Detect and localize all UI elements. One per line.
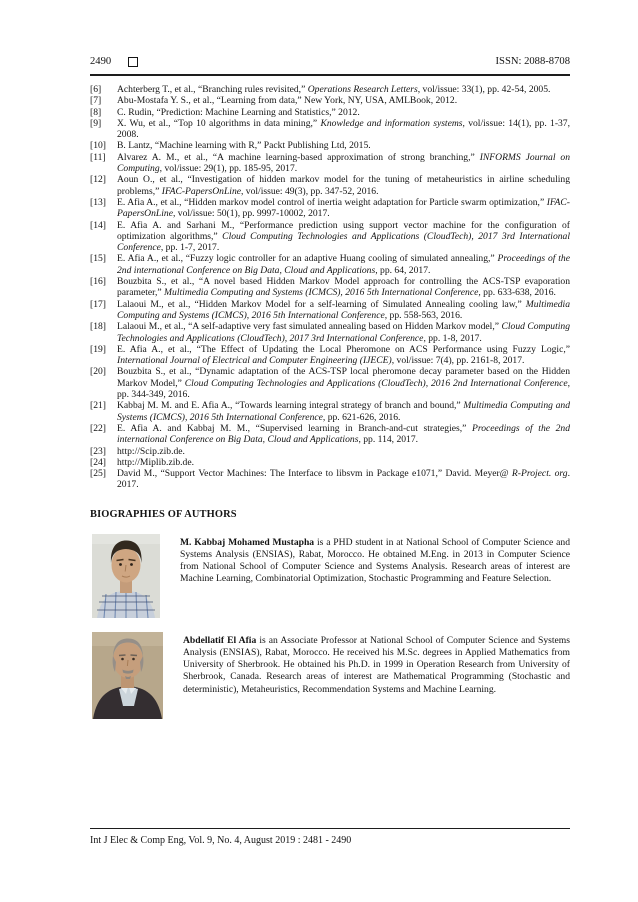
reference-text (117, 118, 570, 140)
page-footer (90, 828, 570, 846)
reference-number: [14] (90, 219, 106, 231)
reference-venue: IFAC-PapersOnLine (117, 196, 570, 220)
reference-number: [21] (90, 400, 106, 412)
reference-segment: E. Afia A., et al., “Hidden markov model control of inertia weight adaptation for Particle swarm optimization,” (117, 196, 547, 208)
reference-segment: Abu-Mostafa Y. S., et al., “Learning from data,” New York, NY, USA, AMLBook, 2012. (117, 95, 458, 107)
reference-number: [6] (90, 84, 102, 95)
author-bio-row-2 (90, 632, 570, 719)
reference-venue: Knowledge and information systems (320, 117, 463, 129)
reference-number: [11] (90, 151, 106, 163)
reference-text (117, 197, 570, 219)
reference-venue: Cloud Computing Technologies and Applications (CloudTech), 2017 3rd International Conference (117, 230, 570, 254)
reference-item (90, 152, 570, 175)
reference-segment: Lalaoui M., et al., “A self-adaptive very fast simulated annealing based on Hidden Markov model,” (117, 321, 502, 333)
reference-number: [25] (90, 468, 106, 480)
reference-item (90, 220, 570, 254)
reference-item (90, 468, 570, 491)
reference-url[interactable]: http://Miplib.zib.de. (117, 456, 195, 468)
page-header (90, 56, 570, 76)
reference-text (117, 344, 570, 366)
author-bio-text-2 (183, 635, 570, 719)
reference-segment: Bouzbita S., et al., “A novel based Hidden Markov Model approach for controlling the ACS-TSP evaporation parameter,” (117, 276, 570, 299)
reference-number: [19] (90, 343, 106, 355)
reference-segment: E. Afia A., et al., “The Effect of Updating the Local Pheromone on ACS Performance using Fuzzy Logic,” (117, 343, 570, 355)
reference-number: [22] (90, 422, 106, 434)
reference-text (117, 321, 570, 343)
author-bio-row-1 (90, 534, 570, 618)
reference-segment: , pp. 1-8, 2017. (423, 332, 482, 344)
reference-item (90, 253, 570, 276)
issn-label: ISSN: 2088-8708 (495, 56, 570, 67)
reference-venue: Operations Research Letters (307, 84, 418, 95)
author-bio-text-1 (180, 537, 570, 618)
reference-text (117, 95, 457, 106)
reference-segment: E. Afia A. and Kabbaj M. M., “Supervised learning in Branch-and-cut strategies,” (117, 422, 472, 434)
reference-text (117, 220, 570, 254)
reference-text (117, 152, 570, 174)
reference-number: [24] (90, 456, 106, 468)
reference-text (117, 446, 185, 457)
portrait-older-man-icon (92, 632, 163, 719)
reference-text (117, 457, 194, 468)
reference-venue: INFORMS Journal on Computing (117, 151, 570, 175)
author-name-1: M. Kabbaj Mohamed Mustapha (180, 536, 315, 548)
reference-number: [15] (90, 253, 106, 265)
checkbox-icon (128, 57, 138, 67)
reference-number: [13] (90, 196, 106, 208)
reference-item (90, 140, 570, 151)
reference-item (90, 366, 570, 400)
reference-item (90, 95, 570, 106)
page-number: 2490 (90, 56, 112, 67)
author-bio-body-1: is a PHD student in at National School of Computer Science and Systems Analysis (ENSIAS), Rabat, Morocco. He obtained M.Eng. in 2013 in Computer Science from National School of Computer Science and Systems Analysis. Research areas of interest are Machine Learning, Combinatorial Optimization, Stochastic Programming and Feature Selection. (180, 536, 570, 585)
reference-text (117, 140, 371, 151)
reference-number: [7] (90, 95, 102, 107)
reference-segment: E. Afia A. and Sarhani M., “Performance prediction using support vector machine for the configuration of optimization algorithms,” (117, 219, 570, 242)
reference-segment: David M., “Support Vector Machines: The Interface to libsvm in Package e1071,” David. Meyer@ (117, 468, 512, 480)
reference-segment: Lalaoui M., et al., “Hidden Markov Model for a self-learning of Simulated Annealing cooling law,” (117, 298, 526, 310)
reference-item (90, 321, 570, 344)
reference-text (117, 423, 570, 445)
reference-segment: Bouzbita S., et al., “Dynamic adaptation of the ACS-TSP local pheromone decay parameter based on the Hidden Markov Model,” (117, 366, 570, 389)
reference-segment: , pp. 1-7, 2017. (160, 242, 220, 254)
reference-number: [18] (90, 321, 106, 333)
biographies-heading: BIOGRAPHIES OF AUTHORS (90, 508, 237, 520)
reference-venue: IFAC-PapersOnLine (161, 185, 241, 197)
reference-item (90, 107, 570, 118)
reference-venue: Multimedia Computing and Systems (ICMCS), 2016 5th International Conference (164, 287, 479, 299)
reference-venue: Proceedings of the 2nd international Conference on Big Data, Cloud and Applications (117, 253, 570, 276)
reference-segment: C. Rudin, “Prediction: Machine Learning and Statistics,” 2012. (117, 106, 360, 118)
reference-segment: , vol/issue: 7(4), pp. 2161-8, 2017. (391, 355, 525, 367)
reference-text (117, 400, 570, 422)
reference-segment: , vol/issue: 29(1), pp. 185-95, 2017. (159, 163, 298, 175)
reference-segment: , pp. 558-563, 2016. (384, 309, 463, 321)
header-left (90, 56, 138, 67)
reference-text (117, 253, 570, 275)
reference-item (90, 84, 570, 95)
reference-segment: Alvarez A. M., et al., “A machine learning-based approximation of strong branching,” (117, 151, 480, 163)
reference-item (90, 446, 570, 457)
reference-venue: Multimedia Computing and Systems (ICMCS), 2016 5th International Conference (117, 298, 570, 321)
reference-item (90, 299, 570, 322)
references-list (90, 84, 570, 491)
reference-text (117, 299, 570, 321)
reference-segment: , pp. 344-349, 2016. (117, 377, 570, 401)
reference-venue: Proceedings of the 2nd international Conference on Big Data, Cloud and Applications (117, 422, 570, 446)
reference-number: [12] (90, 174, 106, 186)
reference-item (90, 423, 570, 446)
reference-item (90, 174, 570, 197)
reference-text (117, 107, 360, 118)
footer-citation: Int J Elec & Comp Eng, Vol. 9, No. 4, August 2019 : 2481 - 2490 (90, 835, 352, 846)
reference-segment: Achterberg T., et al., “Branching rules revisited,” (117, 84, 308, 95)
reference-venue: Cloud Computing Technologies and Applications (CloudTech), 2016 2nd International Conference (184, 377, 568, 389)
reference-venue: Multimedia Computing and Systems (ICMCS), 2016 5th International Conference (117, 400, 570, 423)
reference-venue: International Journal of Electrical and Computer Engineering (IJECE) (117, 355, 392, 367)
author-photo-1 (92, 534, 160, 618)
reference-segment: B. Lantz, “Machine learning with R,” Packt Publishing Ltd, 2015. (117, 140, 371, 152)
reference-segment: , vol/issue: 33(1), pp. 42-54, 2005. (417, 84, 551, 95)
reference-item (90, 197, 570, 220)
reference-number: [16] (90, 276, 106, 288)
reference-segment: . 2017. (117, 468, 570, 491)
reference-text (117, 84, 550, 95)
reference-item (90, 400, 570, 423)
portrait-young-man-icon (92, 534, 160, 618)
reference-text (117, 276, 570, 298)
reference-text (117, 174, 570, 196)
reference-url[interactable]: http://Scip.zib.de. (117, 445, 185, 457)
reference-number: [10] (90, 140, 106, 152)
reference-item (90, 344, 570, 367)
author-photo-2 (92, 632, 163, 719)
reference-segment: E. Afia A., et al., “Fuzzy logic controller for an adaptive Huang cooling of simulated annealing,” (117, 253, 498, 265)
reference-number: [9] (90, 117, 102, 129)
reference-item (90, 457, 570, 468)
reference-segment: , pp. 114, 2017. (358, 434, 419, 446)
author-name-2: Abdellatif El Afia (183, 634, 257, 646)
reference-number: [17] (90, 298, 106, 310)
reference-number: [23] (90, 445, 106, 457)
reference-number: [8] (90, 106, 102, 118)
reference-segment: Aoun O., et al., “Investigation of hidden markov model for the tuning of metaheuristics in airline scheduling problems,” (117, 174, 570, 197)
author-bio-body-2: is an Associate Professor at National School of Computer Science and Systems Analysis (ENSIAS), Rabat, Morocco. He received his M.Sc. degrees in Applied Mathematics from University of Sherbrook. He obtained his Ph.D. in 1999 in Operation Research from University of Sherbrook, Canada. Research areas of interest are Mathematical Programming (Stochastic and deterministic), Metaheuristics, Recommendation Systems and Machine Learning. (183, 634, 570, 695)
reference-segment: , vol/issue: 49(3), pp. 347-52, 2016. (241, 185, 379, 197)
reference-segment: , pp. 64, 2017. (375, 264, 431, 276)
reference-item (90, 276, 570, 299)
reference-text (117, 366, 570, 400)
reference-segment: , pp. 621-626, 2016. (322, 411, 401, 423)
reference-text (117, 468, 570, 490)
reference-segment: , pp. 633-638, 2016. (478, 287, 556, 299)
reference-item (90, 118, 570, 141)
reference-venue: Cloud Computing Technologies and Applications (CloudTech), 2017 3rd International Conference (117, 321, 571, 344)
reference-segment: Kabbaj M. M. and E. Afia A., “Towards learning integral strategy of branch and bound,” (117, 400, 464, 412)
reference-segment: , vol/issue: 50(1), pp. 9997-10002, 2017. (172, 208, 330, 220)
reference-venue: R-Project. org (511, 468, 568, 480)
reference-segment: X. Wu, et al., “Top 10 algorithms in data mining,” (117, 117, 321, 129)
reference-number: [20] (90, 366, 106, 378)
reference-segment: , vol/issue: 14(1), pp. 1-37, 2008. (117, 117, 571, 141)
